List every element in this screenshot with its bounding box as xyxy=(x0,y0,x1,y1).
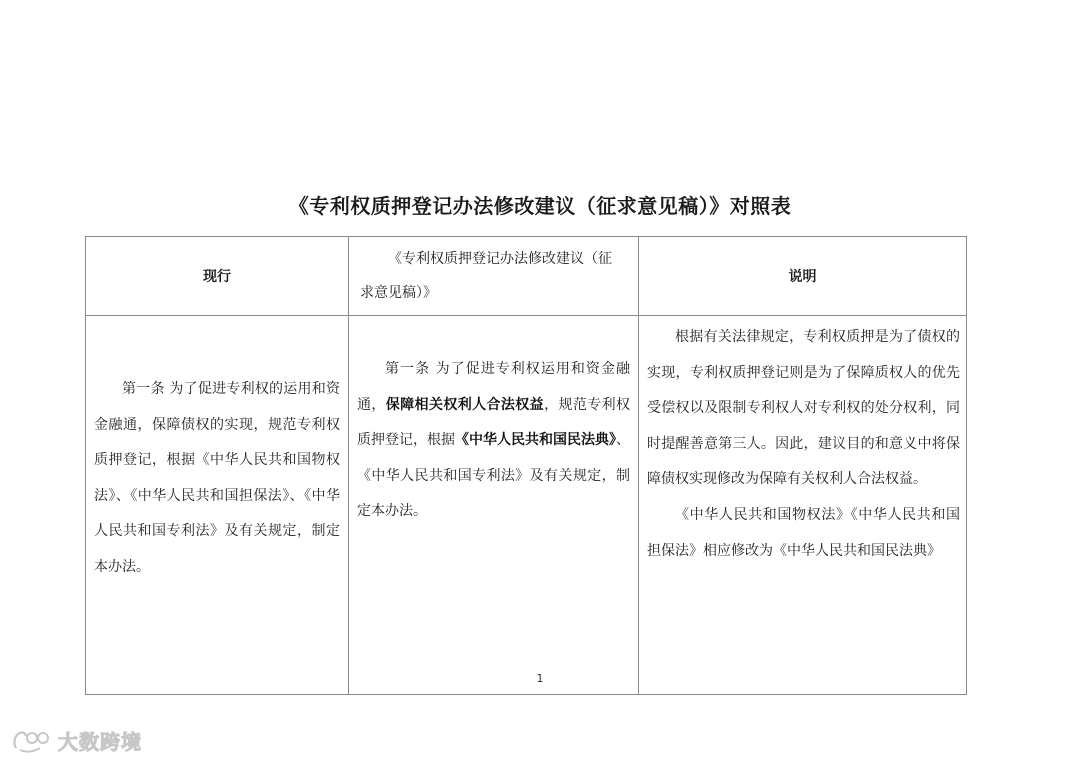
watermark-text: 大数跨境 xyxy=(58,730,142,754)
current-article-text: 第一条 为了促进专利权的运用和资金融通，保障债权的实现，规范专利权质押登记，根据《中华人民共和国物权法》、《中华人民共和国担保法》、《中华人民共和国专利法》及有关规定，制定本办法。 xyxy=(94,381,340,575)
header-current-label: 现行 xyxy=(203,269,231,285)
header-current xyxy=(86,237,349,316)
header-proposed xyxy=(349,237,639,316)
explanation-paragraph-2: 《中华人民共和国物权法》《中华人民共和国担保法》相应修改为《中华人民共和国民法典》 xyxy=(647,506,960,559)
explanation-cell xyxy=(639,316,967,695)
header-explanation-label: 说明 xyxy=(788,269,817,285)
document-title: 《专利权质押登记办法修改建议（征求意见稿）》对照表 xyxy=(288,194,792,218)
proposed-part1: 第一条 为了促进专利权运用和资金融通， xyxy=(357,361,630,413)
header-proposed-line1: 《专利权质押登记办法修改建议（征 xyxy=(388,251,612,267)
proposed-article-text xyxy=(357,352,630,530)
current-text-cell xyxy=(86,316,349,695)
proposed-bold1: 保障相关权利人合法权益 xyxy=(385,396,545,413)
proposed-part3: 、《中华人民共和国专利法》及有关规定，制定本办法。 xyxy=(357,432,630,520)
header-proposed-line2: 求意见稿）》 xyxy=(360,285,437,301)
header-explanation xyxy=(639,237,967,316)
header-proposed-label xyxy=(350,238,637,314)
proposed-text-cell xyxy=(349,316,639,695)
explanation-paragraph-1: 根据有关法律规定，专利权质押是为了债权的实现，专利权质押登记则是为了保障质权人的优先受偿权以及限制专利权人对专利权的处分权利，同时提醒善意第三人。因此，建议目的和意义中将保障债权实现修改为保障有关权利人合法权益。 xyxy=(647,329,960,488)
table-header-row xyxy=(86,237,967,316)
watermark-logo-icon xyxy=(10,728,54,754)
comparison-table xyxy=(85,236,967,695)
proposed-part2: ，规范专利权质押登记，根据 xyxy=(357,396,631,449)
proposed-bold2: 《中华人民共和国民法典》 xyxy=(455,432,616,449)
page-number: 1 xyxy=(536,672,544,685)
watermark xyxy=(10,726,142,755)
table-row xyxy=(86,316,967,695)
